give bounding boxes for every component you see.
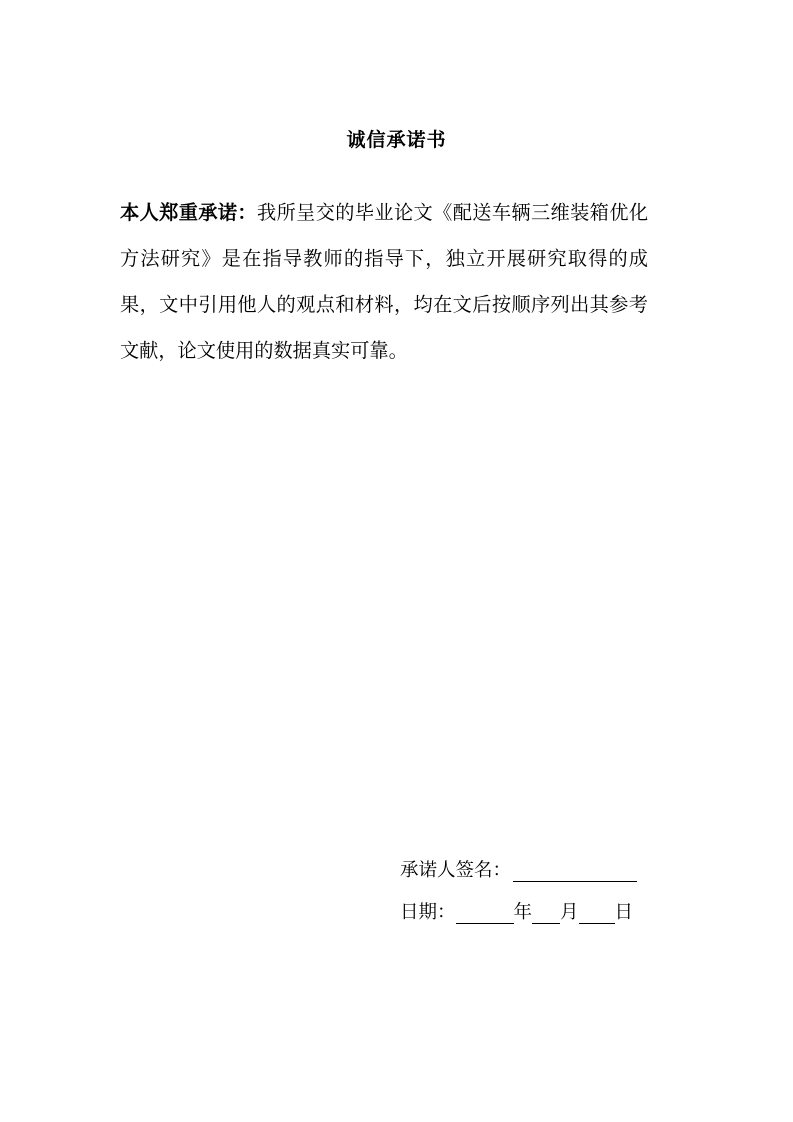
day-label: 日 — [614, 902, 634, 923]
year-label: 年 — [513, 902, 533, 923]
month-label: 月 — [560, 902, 579, 923]
pledge-lead: 本人郑重承诺： — [120, 201, 257, 224]
signer-row — [400, 857, 660, 885]
date-label: 日期： — [400, 902, 456, 923]
pledge-paragraph — [120, 190, 648, 374]
signature-block — [400, 857, 660, 927]
day-blank[interactable] — [579, 901, 615, 924]
year-blank[interactable] — [456, 901, 514, 924]
signer-blank[interactable] — [513, 859, 637, 882]
signer-label: 承诺人签名： — [400, 860, 512, 881]
date-row — [400, 899, 660, 927]
pledge-body: 我所呈交的毕业论文《配送车辆三维装箱优化方法研究》是在指导教师的指导下，独立开展研究取得的成果，文中引用他人的观点和材料，均在文后按顺序列出其参考文献，论文使用的数据真实可靠。 — [120, 201, 649, 362]
month-blank[interactable] — [532, 901, 560, 924]
page-title: 诚信承诺书 — [346, 129, 447, 151]
